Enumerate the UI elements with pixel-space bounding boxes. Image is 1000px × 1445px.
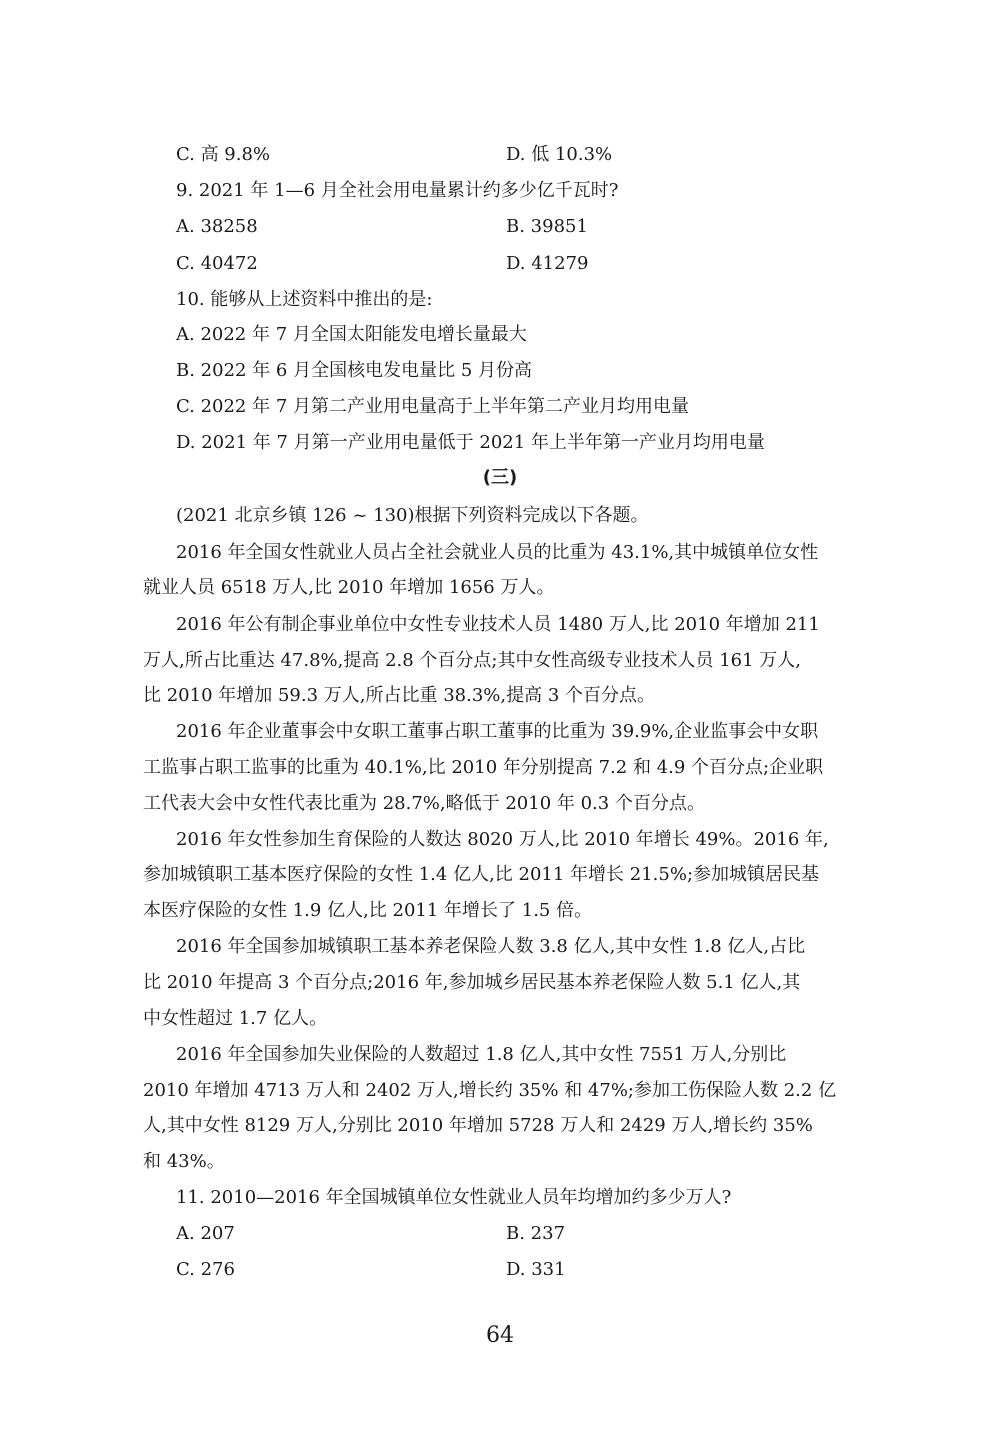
paragraph-line: 中女性超过 1.7 亿人。 [143,1008,328,1029]
paragraph-line: 人,其中女性 8129 万人,分别比 2010 年增加 5728 万人和 2429 万人,增长约 35% [143,1115,813,1136]
section-intro: (2021 北京乡镇 126 ~ 130)根据下列资料完成以下各题。 [176,505,649,526]
q10-option-c: C. 2022 年 7 月第二产业用电量高于上半年第二产业月均用电量 [176,396,689,417]
section-heading: (三) [482,467,518,488]
paragraph-line: 2016 年女性参加生育保险的人数达 8020 万人,比 2010 年增长 49%。2016 年, [176,829,829,850]
paragraph-line: 工代表大会中女性代表比重为 28.7%,略低于 2010 年 0.3 个百分点。 [143,793,705,814]
paragraph-line: 本医疗保险的女性 1.9 亿人,比 2011 年增长了 1.5 倍。 [143,900,593,921]
q11-option-b: B. 237 [506,1223,566,1244]
paragraph-line: 2016 年公有制企事业单位中女性专业技术人员 1480 万人,比 2010 年增加 211 [176,614,820,635]
q11-option-a: A. 207 [176,1223,235,1244]
q8-option-c: C. 高 9.8% [176,144,271,165]
paragraph-line: 参加城镇职工基本医疗保险的女性 1.4 亿人,比 2011 年增长 21.5%;参加城镇居民基 [143,864,820,885]
q9-option-a: A. 38258 [176,216,258,237]
paragraph-line: 和 43%。 [143,1151,225,1172]
paragraph-line: 比 2010 年提高 3 个百分点;2016 年,参加城乡居民基本养老保险人数 5.1 亿人,其 [143,972,801,993]
page-number: 64 [486,1323,514,1348]
q10-option-b: B. 2022 年 6 月全国核电发电量比 5 月份高 [176,360,532,381]
q8-option-d: D. 低 10.3% [506,144,613,165]
q9-stem: 9. 2021 年 1—6 月全社会用电量累计约多少亿千瓦时? [176,180,619,201]
paragraph-line: 比 2010 年增加 59.3 万人,所占比重 38.3%,提高 3 个百分点。 [143,685,656,706]
q11-option-c: C. 276 [176,1259,235,1280]
paragraph-line: 万人,所占比重达 47.8%,提高 2.8 个百分点;其中女性高级专业技术人员 161 万人, [143,650,801,671]
paragraph-line: 工监事占职工监事的比重为 40.1%,比 2010 年分别提高 7.2 和 4.9 个百分点;企业职 [143,757,824,778]
paragraph-line: 就业人员 6518 万人,比 2010 年增加 1656 万人。 [143,577,555,598]
paragraph-line: 2016 年全国参加城镇职工基本养老保险人数 3.8 亿人,其中女性 1.8 亿人,占比 [176,936,806,957]
q9-option-d: D. 41279 [506,253,589,274]
q11-stem: 11. 2010—2016 年全国城镇单位女性就业人员年均增加约多少万人? [176,1187,732,1208]
q10-stem: 10. 能够从上述资料中推出的是: [176,289,433,310]
q10-option-d: D. 2021 年 7 月第一产业用电量低于 2021 年上半年第一产业月均用电量 [176,432,765,453]
q11-option-d: D. 331 [506,1259,566,1280]
paragraph-line: 2010 年增加 4713 万人和 2402 万人,增长约 35% 和 47%;参加工伤保险人数 2.2 亿 [143,1080,837,1101]
paragraph-line: 2016 年企业董事会中女职工董事占职工董事的比重为 39.9%,企业监事会中女职 [176,721,819,742]
q9-option-c: C. 40472 [176,253,258,274]
q10-option-a: A. 2022 年 7 月全国太阳能发电增长量最大 [176,324,527,345]
q9-option-b: B. 39851 [506,216,588,237]
paragraph-line: 2016 年全国女性就业人员占全社会就业人员的比重为 43.1%,其中城镇单位女性 [176,542,819,563]
paragraph-line: 2016 年全国参加失业保险的人数超过 1.8 亿人,其中女性 7551 万人,分别比 [176,1044,787,1065]
